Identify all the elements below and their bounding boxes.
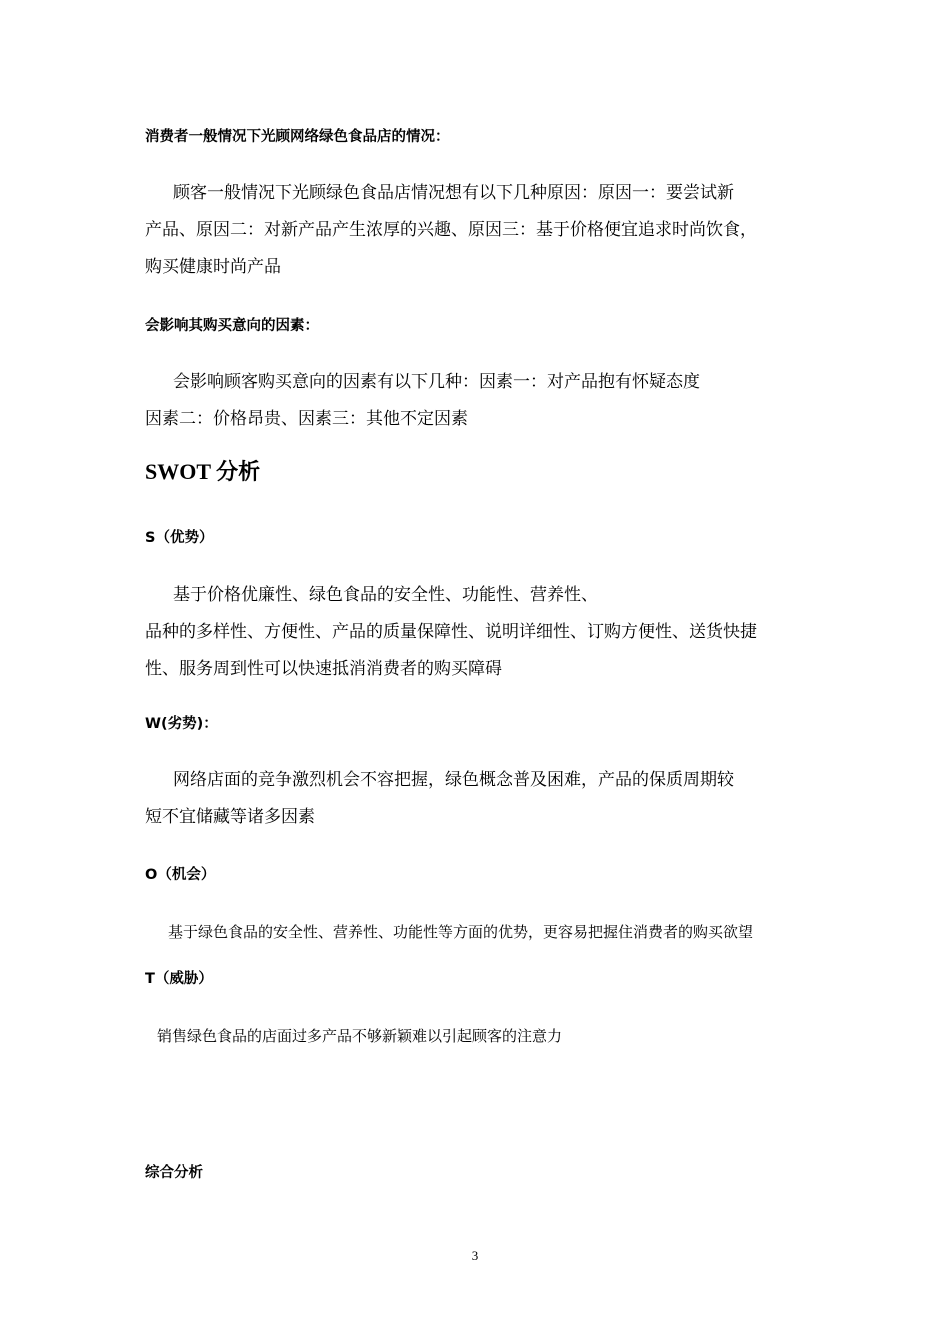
heading-strengths: S（优势） bbox=[145, 530, 214, 546]
paragraph-line: 会影响顾客购买意向的因素有以下几种：因素一：对产品抱有怀疑态度 bbox=[173, 372, 700, 392]
paragraph-line: 顾客一般情况下光顾绿色食品店情况想有以下几种原因：原因一：要尝试新 bbox=[173, 183, 734, 203]
paragraph-consumer-visit bbox=[145, 175, 810, 286]
paragraph-purchase-factors bbox=[145, 364, 810, 438]
heading-threats: T（威胁） bbox=[145, 971, 213, 987]
paragraph-line: 短不宜储藏等诸多因素 bbox=[145, 807, 315, 827]
paragraph-line: 品种的多样性、方便性、产品的质量保障性、说明详细性、订购方便性、送货快捷 bbox=[145, 622, 757, 642]
heading-consumer-visit: 消费者一般情况下光顾网络绿色食品店的情况： bbox=[145, 129, 450, 145]
paragraph-line: 产品、原因二：对新产品产生浓厚的兴趣、原因三：基于价格便宜追求时尚饮食， bbox=[145, 220, 757, 240]
paragraph-threats: 销售绿色食品的店面过多产品不够新颖难以引起顾客的注意力 bbox=[157, 1027, 563, 1045]
paragraph-strengths bbox=[145, 577, 810, 688]
paragraph-line: 性、服务周到性可以快速抵消消费者的购买障碍 bbox=[145, 659, 502, 679]
paragraph-line: 网络店面的竞争激烈机会不容把握，绿色概念普及困难，产品的保质周期较 bbox=[173, 770, 734, 790]
paragraph-line: 基于价格优廉性、绿色食品的安全性、功能性、营养性、 bbox=[173, 585, 598, 605]
heading-overall-analysis: 综合分析 bbox=[145, 1165, 203, 1181]
heading-opportunities: O（机会） bbox=[145, 867, 216, 883]
paragraph-opportunities: 基于绿色食品的安全性、营养性、功能性等方面的优势，更容易把握住消费者的购买欲望 bbox=[168, 923, 754, 941]
heading-weaknesses: W(劣势)： bbox=[145, 716, 218, 732]
paragraph-weaknesses bbox=[145, 762, 810, 836]
paragraph-line: 购买健康时尚产品 bbox=[145, 257, 281, 277]
page-number: 3 bbox=[471, 1248, 479, 1263]
heading-swot: SWOT 分析 bbox=[145, 459, 261, 484]
heading-purchase-factors: 会影响其购买意向的因素： bbox=[145, 318, 319, 334]
paragraph-line: 因素二：价格昂贵、因素三：其他不定因素 bbox=[145, 409, 468, 429]
